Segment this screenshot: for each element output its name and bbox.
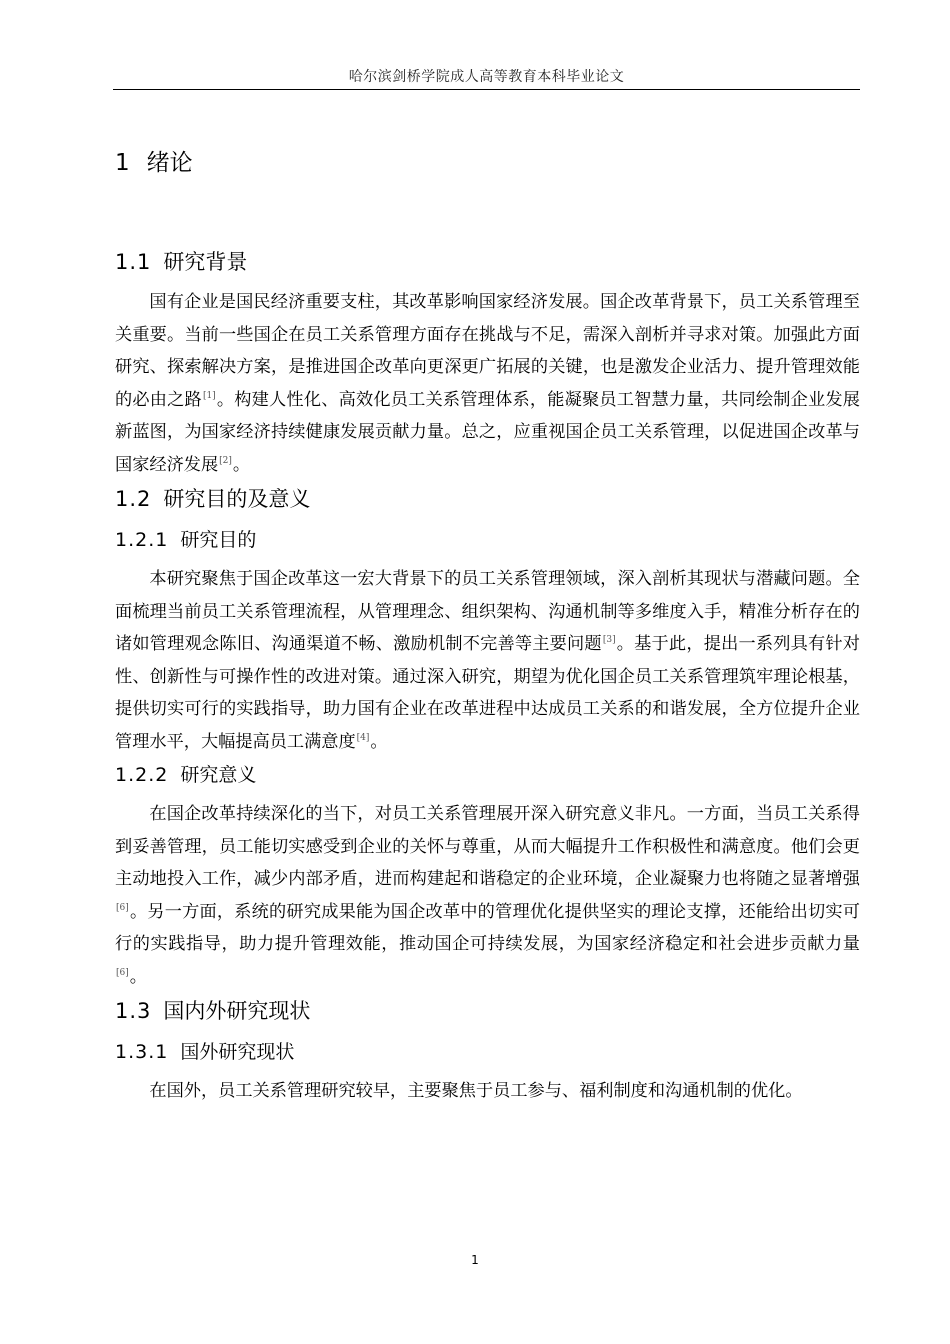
section-title: 研究背景 [163,250,248,274]
section-number: 1.2.1 [115,529,169,551]
chapter-number: 1 [115,150,131,176]
paragraph-background: 国有企业是国民经济重要支柱，其改革影响国家经济发展。国企改革背景下，员工关系管理至关重要。当前一些国企在员工关系管理方面存在挑战与不足，需深入剖析并寻求对策。加强此方面研究、探索解决方案，是推进国企改革向更深更广拓展的关键，也是激发企业活力、提升管理效能的必由之路[1]。构建人性化、高效化员工关系管理体系，能凝聚员工智慧力量，共同绘制企业发展新蓝图，为国家经济持续健康发展贡献力量。总之，应重视国企员工关系管理，以促进国企改革与国家经济发展[2]。 [115,292,860,475]
paragraph-significance: 在国企改革持续深化的当下，对员工关系管理展开深入研究意义非凡。一方面，当员工关系得到妥善管理，员工能切实感受到企业的关怀与尊重，从而大幅提升工作积极性和满意度。他们会更主动地投入工作，减少内部矛盾，进而构建起和谐稳定的企业环境，企业凝聚力也将随之显著增强[6]。另一方面，系统的研究成果能为国企改革中的管理优化提供坚实的理论支撑，还能给出切实可行的实践指导，助力提升管理效能，推动国企可持续发展，为国家经济稳定和社会进步贡献力量[6]。 [115,804,860,987]
section-title: 国内外研究现状 [163,999,311,1023]
section-heading-1-2 [115,481,860,517]
page-content [115,143,860,1108]
citation: [4] [356,732,370,743]
paragraph-foreign-research: 在国外，员工关系管理研究较早，主要聚焦于员工参与、福利制度和沟通机制的优化。 [149,1081,803,1101]
section-title: 国外研究现状 [180,1041,295,1063]
chapter-title: 绪论 [146,150,193,176]
section-title: 研究目的 [180,529,257,551]
section-heading-1-3 [115,993,860,1029]
section-heading-1-1 [115,244,860,280]
section-heading-1-2-1 [115,523,860,557]
chapter-heading [115,143,860,183]
section-number: 1.1 [115,250,152,274]
section-number: 1.2.2 [115,764,169,786]
section-heading-1-2-2 [115,758,860,792]
citation: [1] [202,390,216,401]
section-title: 研究意义 [180,764,257,786]
citation: [3] [602,635,616,646]
section-number: 1.3 [115,999,152,1023]
citation: [6] [116,967,129,978]
section-title: 研究目的及意义 [163,487,311,511]
section-number: 1.2 [115,487,152,511]
header-rule [113,89,860,90]
paragraph-purpose: 本研究聚焦于国企改革这一宏大背景下的员工关系管理领域，深入剖析其现状与潜藏问题。全面梳理当前员工关系管理流程，从管理理念、组织架构、沟通机制等多维度入手，精准分析存在的诸如管理观念陈旧、沟通渠道不畅、激励机制不完善等主要问题[3]。基于此，提出一系列具有针对性、创新性与可操作性的改进对策。通过深入研究，期望为优化国企员工关系管理筑牢理论根基，提供切实可行的实践指导，助力国有企业在改革进程中达成员工关系的和谐发展，全方位提升企业管理水平，大幅提高员工满意度[4]。 [115,569,860,752]
running-header: 哈尔滨剑桥学院成人高等教育本科毕业论文 [348,69,625,85]
citation: [2] [219,455,232,466]
section-number: 1.3.1 [115,1041,169,1063]
page-number: 1 [471,1253,479,1267]
citation: [6] [116,902,129,913]
section-heading-1-3-1 [115,1035,860,1069]
